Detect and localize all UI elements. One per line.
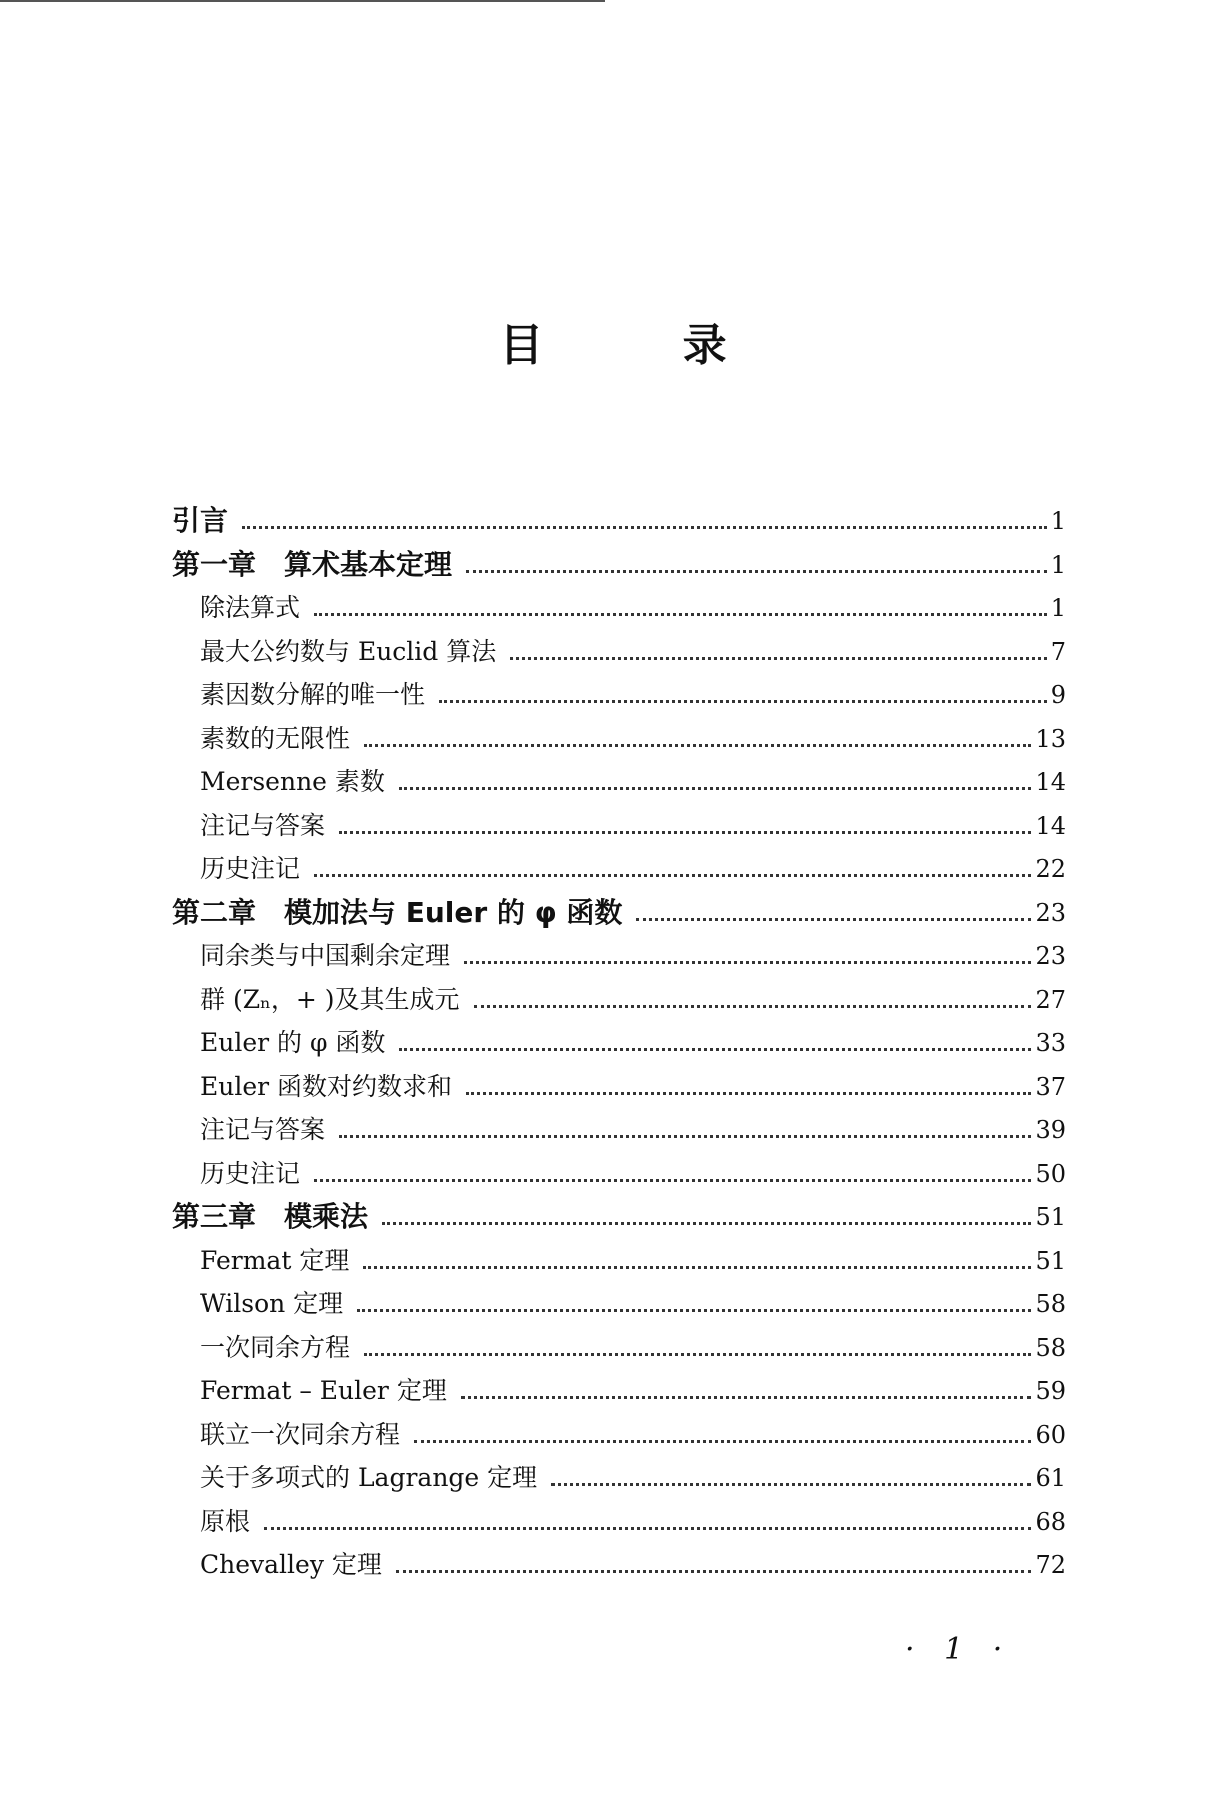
toc-dot-leader — [264, 1527, 1031, 1530]
toc-dot-leader — [474, 1005, 1032, 1008]
toc-entry-title: 除法算式 — [200, 593, 301, 622]
toc-section-entry — [200, 1501, 1066, 1537]
toc-entry-title: Euler 的 φ 函数 — [200, 1028, 386, 1057]
toc-entry-title: Mersenne 素数 — [200, 767, 385, 796]
toc-chapter-entry — [172, 544, 1066, 580]
toc-entry-page: 51 — [1035, 1247, 1066, 1275]
toc-entry-page: 59 — [1035, 1377, 1066, 1405]
toc-dot-leader — [510, 657, 1046, 660]
toc-entry-title: 联立一次同余方程 — [200, 1420, 401, 1449]
toc-entry-page: 23 — [1035, 942, 1066, 970]
toc-entry-title: 群 (Zₙ，+ )及其生成元 — [200, 985, 460, 1014]
toc-entry-page: 14 — [1035, 812, 1066, 840]
toc-entry-title: 注记与答案 — [200, 811, 326, 840]
toc-entry-page: 27 — [1035, 986, 1066, 1014]
toc-entry-title: 第三章 模乘法 — [172, 1200, 369, 1233]
toc-entry-page: 68 — [1035, 1508, 1066, 1536]
toc-entry-page: 50 — [1035, 1160, 1066, 1188]
page-title: 目 录 — [499, 320, 789, 371]
toc-dot-leader — [314, 613, 1047, 616]
toc-entry-page: 13 — [1035, 725, 1066, 753]
toc-entry-page: 7 — [1050, 638, 1066, 666]
toc-section-entry — [200, 1022, 1066, 1058]
toc-section-entry — [200, 848, 1066, 884]
toc-entry-title: 第二章 模加法与 Euler 的 φ 函数 — [172, 896, 623, 929]
toc-entry-title: 引言 — [172, 504, 229, 537]
toc-section-entry — [200, 718, 1066, 754]
toc-dot-leader — [414, 1440, 1031, 1443]
toc-section-entry — [200, 1283, 1066, 1319]
toc-dot-leader — [314, 1179, 1031, 1182]
toc-section-entry — [200, 1414, 1066, 1450]
toc-section-entry — [200, 587, 1066, 623]
toc-chapter-entry — [172, 1196, 1066, 1232]
toc-entry-page: 1 — [1050, 551, 1066, 579]
toc-dot-leader — [461, 1396, 1032, 1399]
toc-entry-page: 22 — [1035, 855, 1066, 883]
toc-entry-page: 14 — [1035, 768, 1066, 796]
toc-entry-title: 历史注记 — [200, 854, 301, 883]
toc-section-entry — [200, 674, 1066, 710]
toc-section-entry — [200, 1370, 1066, 1406]
toc-entry-title: 最大公约数与 Euclid 算法 — [200, 637, 497, 666]
toc-dot-leader — [399, 787, 1032, 790]
toc-entry-page: 33 — [1035, 1029, 1066, 1057]
toc-entry-title: 原根 — [200, 1507, 251, 1536]
toc-dot-leader — [464, 961, 1031, 964]
toc-dot-leader — [399, 1048, 1031, 1051]
toc-entry-page: 72 — [1035, 1551, 1066, 1579]
toc-entry-page: 23 — [1035, 899, 1066, 927]
toc-section-entry — [200, 1066, 1066, 1102]
toc-section-entry — [200, 1457, 1066, 1493]
toc-section-entry — [200, 1327, 1066, 1363]
toc-entry-page: 39 — [1035, 1116, 1066, 1144]
toc-dot-leader — [339, 1135, 1031, 1138]
toc-section-entry — [200, 761, 1066, 797]
toc-dot-leader — [439, 700, 1047, 703]
toc-entry-title: Chevalley 定理 — [200, 1550, 382, 1579]
toc-section-entry — [200, 631, 1066, 667]
toc-chapter-entry — [172, 892, 1066, 928]
toc-dot-leader — [382, 1222, 1031, 1225]
toc-entry-title: 历史注记 — [200, 1159, 301, 1188]
toc-entry-title: Euler 函数对约数求和 — [200, 1072, 453, 1101]
toc-entry-title: 注记与答案 — [200, 1115, 326, 1144]
toc-entry-title: 素因数分解的唯一性 — [200, 680, 426, 709]
toc-section-entry — [200, 935, 1066, 971]
toc-entry-page: 9 — [1050, 681, 1066, 709]
toc-entry-title: Wilson 定理 — [200, 1289, 344, 1318]
toc-entry-page: 1 — [1050, 507, 1066, 535]
toc-entry-page: 37 — [1035, 1073, 1066, 1101]
toc-entry-page: 1 — [1050, 594, 1066, 622]
toc-section-entry — [200, 1153, 1066, 1189]
toc-section-entry — [200, 1109, 1066, 1145]
toc-dot-leader — [364, 1353, 1031, 1356]
toc-section-entry — [200, 1544, 1066, 1580]
toc-entry-page: 51 — [1035, 1203, 1066, 1231]
toc-dot-leader — [314, 874, 1031, 877]
toc-entry-title: Fermat – Euler 定理 — [200, 1376, 447, 1405]
toc-dot-leader — [636, 918, 1031, 921]
toc-entry-page: 61 — [1035, 1464, 1066, 1492]
toc-entry-title: 同余类与中国剩余定理 — [200, 941, 451, 970]
toc-section-entry — [200, 1240, 1066, 1276]
toc-dot-leader — [466, 1092, 1031, 1095]
toc-dot-leader — [363, 1266, 1031, 1269]
toc-entry-title: 素数的无限性 — [200, 724, 351, 753]
page-number: · 1 · — [905, 1632, 1013, 1667]
toc-entry-page: 58 — [1035, 1334, 1066, 1362]
toc-dot-leader — [364, 744, 1031, 747]
toc-dot-leader — [339, 831, 1031, 834]
toc-entry-title: 第一章 算术基本定理 — [172, 548, 453, 581]
toc-chapter-entry — [172, 500, 1066, 536]
toc-dot-leader — [466, 570, 1047, 573]
toc-dot-leader — [242, 526, 1047, 529]
toc-entry-title: 关于多项式的 Lagrange 定理 — [200, 1463, 538, 1492]
toc-dot-leader — [396, 1570, 1032, 1573]
toc-dot-leader — [551, 1483, 1031, 1486]
toc-entry-title: 一次同余方程 — [200, 1333, 351, 1362]
toc-section-entry — [200, 805, 1066, 841]
toc-dot-leader — [357, 1309, 1031, 1312]
toc-section-entry — [200, 979, 1066, 1015]
toc-entry-page: 58 — [1035, 1290, 1066, 1318]
toc-entry-title: Fermat 定理 — [200, 1246, 350, 1275]
toc-entry-page: 60 — [1035, 1421, 1066, 1449]
